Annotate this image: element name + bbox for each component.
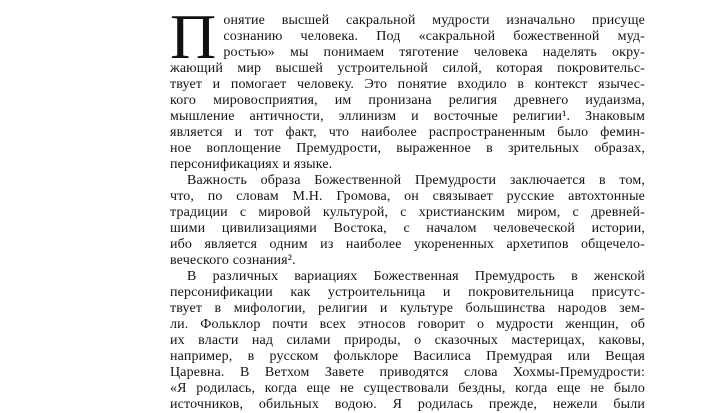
text-line: мышление античности, эллинизм и восточные религии¹. Знаковым bbox=[170, 109, 645, 124]
text-line: ное воплощение Премудрости, выраженное в зрительных образах, bbox=[170, 141, 645, 156]
text-line: онятие высшей сакральной мудрости изначально присуще bbox=[223, 13, 645, 28]
text-line: источников, обильных водою. Я родилась прежде, нежели были bbox=[170, 397, 645, 412]
text-line: Царевна. В Ветхом Завете приводятся слова Хохмы-Премудрости: bbox=[170, 365, 645, 380]
text-line: персонификациях и языке. bbox=[170, 157, 333, 172]
text-line: ли. Фольклор почти всех этносов говорит о мудрости женщин, об bbox=[170, 317, 645, 332]
text-line: что, по словам М.Н. Громова, он связывает русские автохтонные bbox=[170, 189, 645, 204]
text-line: персонификации как устроительница и покровительница присутс- bbox=[170, 285, 645, 300]
text-line: «Я родилась, когда еще не существовали бездны, когда еще не было bbox=[170, 381, 645, 396]
text-line: веческого сознания². bbox=[170, 253, 296, 268]
text-line: сознанию человека. Под «сакральной божественной муд- bbox=[223, 29, 645, 44]
text-line: их власти над силами природы, о сказочных мастерицах, каковы, bbox=[170, 333, 645, 348]
text-line: шими цивилизациями Востока, с началом человеческой истории, bbox=[170, 221, 645, 236]
paragraph bbox=[170, 173, 645, 269]
text-line: является и тот факт, что наиболее распространенным было фемин- bbox=[170, 125, 645, 140]
paragraph bbox=[170, 1, 645, 173]
text-line: В различных вариациях Божественная Премудрость в женской bbox=[187, 269, 645, 284]
text-line: например, в русском фольклоре Василиса Премудрая или Вещая bbox=[170, 349, 645, 364]
text-line: традиции с мировой культурой, с христианским миром, с древней- bbox=[170, 205, 645, 220]
text-line: кого мировосприятия, им пронизана религия древнего иудаизма, bbox=[170, 93, 645, 108]
drop-cap: П bbox=[170, 1, 217, 72]
text-line: жающий мир высшей устроительной силой, которая покровительс- bbox=[170, 61, 645, 76]
text-line: ибо является одним из наиболее укорененных архетипов общечело- bbox=[170, 237, 645, 252]
page-text bbox=[170, 1, 645, 413]
text-line: твует в мифологии, религии и культуре большинства народов зем- bbox=[170, 301, 645, 316]
text-line: твует и помогает человеку. Это понятие входило в контекст язычес- bbox=[170, 77, 645, 92]
paragraph bbox=[170, 269, 645, 413]
text-line: ростью» мы понимаем тяготение человека наделять окру- bbox=[223, 45, 645, 60]
text-line: Важность образа Божественной Премудрости заключается в том, bbox=[187, 173, 645, 188]
